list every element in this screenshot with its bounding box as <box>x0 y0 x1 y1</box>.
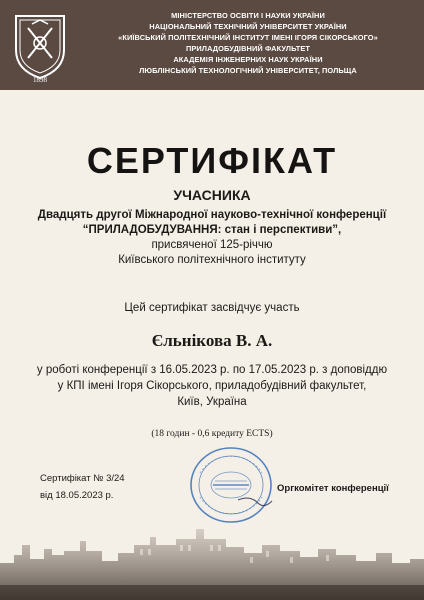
certificate-number: Сертифікат № 3/24 <box>40 473 125 484</box>
header-text <box>78 10 418 76</box>
certificate-title: СЕРТИФІКАТ <box>86 140 338 181</box>
conference-line-4: Київського політехнічного інституту <box>118 254 306 266</box>
header-band <box>0 0 424 90</box>
conference-line-1: Двадцять другої Міжнародної науково-технічної конференції <box>37 209 387 221</box>
conference-line-3: присвяченої 125-річчю <box>151 239 273 251</box>
certifies-text: Цей сертифікат засвідчує участь <box>124 302 300 314</box>
header-line-ministry: МІНІСТЕРСТВО ОСВІТИ І НАУКИ УКРАЇНИ <box>171 11 325 20</box>
details-line-1: у роботі конференції з 16.05.2023 р. по 17.05.2023 р. з доповіддю <box>36 364 388 376</box>
header-line-academy: АКАДЕМІЯ ІНЖЕНЕРНИХ НАУК УКРАЇНИ <box>173 55 323 64</box>
certificate-date: від 18.05.2023 р. <box>40 490 114 501</box>
details-block <box>0 362 424 410</box>
header-line-faculty: ПРИЛАДОБУДІВНИЙ ФАКУЛЬТЕТ <box>185 44 311 53</box>
participant-name: Єльнікова В. А. <box>151 331 273 350</box>
round-seal-stamp-icon <box>188 445 274 525</box>
details-line-2: у КПІ імені Ігоря Сікорського, приладобудівний факультет, <box>57 380 367 392</box>
logo-year: 1898 <box>33 76 47 82</box>
certificate-subtitle: УЧАСНИКА <box>173 187 251 203</box>
university-crest-icon <box>8 10 72 82</box>
organizing-committee-label: Оргкомітет конференції <box>277 483 389 494</box>
header-line-lublin: ЛЮБЛІНСЬКИЙ ТЕХНОЛОГІЧНИЙ УНІВЕРСИТЕТ, ПОЛЬЩА <box>139 66 357 75</box>
hours-text: (18 годин - 0,6 кредиту ECTS) <box>151 429 273 439</box>
details-line-3: Київ, Україна <box>177 396 247 408</box>
conference-block <box>0 208 424 268</box>
conference-line-2: “ПРИЛАДОБУДУВАННЯ: стан і перспективи”, <box>82 224 342 236</box>
historic-campus-silhouette <box>0 515 424 600</box>
header-line-university: НАЦІОНАЛЬНИЙ ТЕХНІЧНИЙ УНІВЕРСИТЕТ УКРАЇНИ <box>149 22 347 31</box>
header-line-kpi: «КИЇВСЬКИЙ ПОЛІТЕХНІЧНИЙ ІНСТИТУТ ІМЕНІ ІГОРЯ СІКОРСЬКОГО» <box>118 33 378 42</box>
